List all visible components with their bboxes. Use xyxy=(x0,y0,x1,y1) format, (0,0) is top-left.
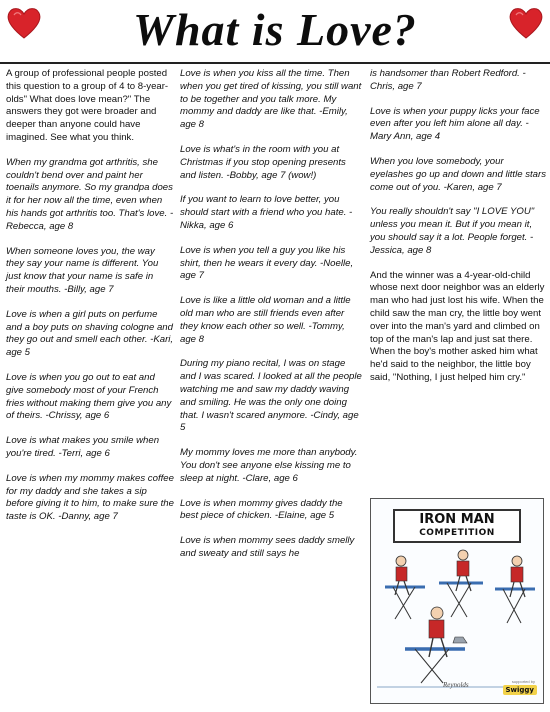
quote-paragraph: Love is when your puppy licks your face even after you left him alone all day. -Mary Ann, age 4 xyxy=(370,105,540,143)
quote-paragraph: You really shouldn't say "I LOVE YOU" unless you mean it. But if you mean it, you should say it a lot. People forget. -Jessica, age 8 xyxy=(370,206,535,256)
quote-paragraph: When my grandma got arthritis, she couldn't bend over and paint her toenails anymore. So my grandpa does it for her now all the time, even when his hands got arthritis too. That's love. -Rebecca, age 8 xyxy=(6,156,174,232)
quote-paragraph: My mommy loves me more than anybody. You don't see anyone else kissing me to sleep at night. -Clare, age 6 xyxy=(180,447,358,484)
banner-title: IRON MAN xyxy=(419,512,495,527)
cartoon-banner xyxy=(393,509,521,543)
intro-paragraph: A group of professional people posted this question to a group of 4 to 8-year-olds" What does love mean?" The answers they got were broader and deeper than anyone could have imagined. See what you think. xyxy=(6,68,169,143)
column-3 xyxy=(370,68,546,397)
quote-paragraph: Love is when a girl puts on perfume and a boy puts on shaving cologne and they go out and smell each other. -Kari, age 5 xyxy=(6,308,174,359)
page-header xyxy=(0,0,550,62)
quote-paragraph: During my piano recital, I was on stage and I was scared. I looked at all the people watching me and saw my daddy waving and smiling. He was the only one doing that. I wasn't scared anymore. -Cindy, age 5 xyxy=(180,358,362,434)
iron-man-cartoon xyxy=(370,498,544,704)
quote-paragraph: is handsomer than Robert Redford. -Chris, age 7 xyxy=(370,68,526,92)
page-title: What is Love? xyxy=(133,4,417,55)
quote-paragraph: When you love somebody, your eyelashes go up and down and little stars come out of you. -Karen, age 7 xyxy=(370,155,546,193)
quote-paragraph: Love is when mommy sees daddy smelly and sweaty and still says he xyxy=(180,535,355,559)
quote-paragraph: If you want to learn to love better, you should start with a friend who you hate. -Nikka, age 6 xyxy=(180,194,353,231)
credit-caption: supported by xyxy=(511,679,535,684)
quote-paragraph: Love is what's in the room with you at Christmas if you stop opening presents and listen. -Bobby, age 7 (wow!) xyxy=(180,143,346,181)
quote-paragraph: Love is when you tell a guy you like his shirt, then he wears it every day. -Noelle, age 7 xyxy=(180,244,354,282)
quote-paragraph: Love is when you kiss all the time. Then when you get tired of kissing, you still want to be together and you talk more. My mommy and daddy are like that. -Emily, age 8 xyxy=(180,68,362,131)
quote-paragraph: Love is like a little old woman and a little old man who are still friends even after they know each other so well. -Tommy, age 8 xyxy=(180,295,351,345)
heart-icon xyxy=(508,6,544,40)
quote-paragraph: When someone loves you, the way they say your name is different. You just know that your name is safe in their mouths. -Billy, age 7 xyxy=(6,245,159,295)
quote-paragraph: Love is when my mommy makes coffee for my daddy and she takes a sip before giving it to him, to make sure the taste is OK. -Danny, age 7 xyxy=(6,472,174,523)
quote-paragraph: Love is when mommy gives daddy the best piece of chicken. -Elaine, age 5 xyxy=(180,497,343,522)
banner-subtitle: COMPETITION xyxy=(419,528,495,538)
credit-logo: Swiggy xyxy=(503,685,538,695)
column-1 xyxy=(6,68,174,536)
quote-paragraph: Love is when you go out to eat and give somebody most of your French fries without making them give you any of theirs. -Chrissy, age 6 xyxy=(6,371,172,422)
column-2 xyxy=(180,68,362,573)
header-rule xyxy=(0,62,550,64)
quote-paragraph: Love is what makes you smile when you're tired. -Terri, age 6 xyxy=(6,435,160,459)
winner-paragraph: And the winner was a 4-year-old-child whose next door neighbor was an elderly man who had just lost his wife. When the child saw the man cry, the little boy went over into the man's yard and climbed on top of the man's lap and just sat there. When the boy's mother asked him what he'd said to the neighbor, the little boy said, "Nothing, I just helped him cry." xyxy=(370,269,545,383)
artist-signature: Reynolds xyxy=(443,681,469,689)
